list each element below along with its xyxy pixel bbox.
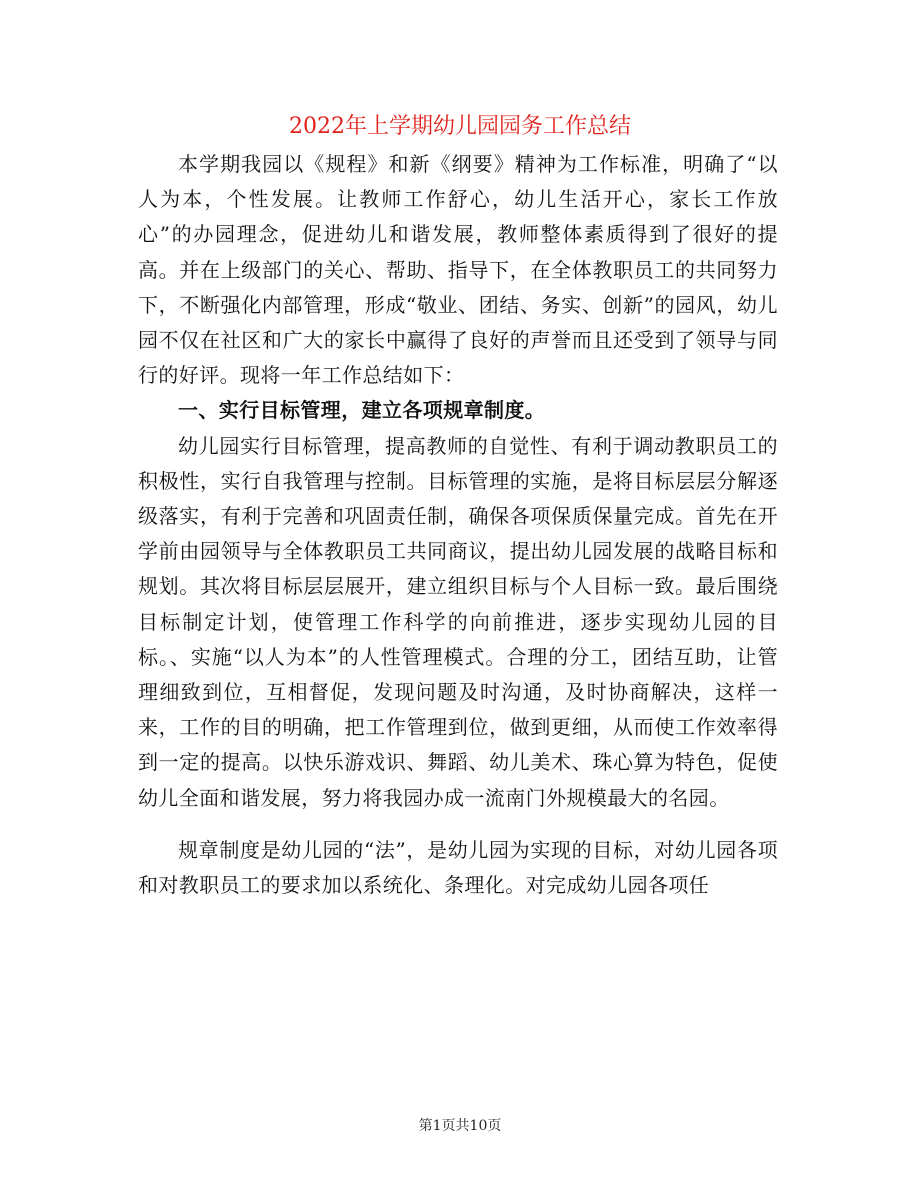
intro-paragraph: 本学期我园以《规程》和新《纲要》精神为工作标准，明确了“以人为本，个性发展。让教师工作舒心，幼儿生活开心，家长工作放心”的办园理念，促进幼儿和谐发展，教师整体素质得到了很好的提高。并在上级部门的关心、帮助、指导下，在全体教职员工的共同努力下，不断强化内部管理，形成“敬业、团结、务实、创新”的园风，幼儿园不仅在社区和广大的家长中赢得了良好的声誉而且还受到了领导与同行的好评。现将一年工作总结如下： [138, 152, 778, 388]
document-body [138, 147, 778, 903]
section-paragraph-2: 规章制度是幼儿园的“法”，是幼儿园为实现的目标，对幼儿园各项和对教职员工的要求加以系统化、条理化。对完成幼儿园各项任 [138, 837, 778, 898]
section-heading-1: 一、实行目标管理，建立各项规章制度。 [178, 398, 546, 423]
page-number: 第1页共10页 [418, 1118, 502, 1134]
document-title: 2022年上学期幼儿园园务工作总结 [289, 114, 631, 139]
section-paragraph-1: 幼儿园实行目标管理，提高教师的自觉性、有利于调动教职员工的积极性，实行自我管理与控制。目标管理的实施，是将目标层层分解逐级落实，有利于完善和巩固责任制，确保各项保质保量完成。首先在开学前由园领导与全体教职员工共同商议，提出幼儿园发展的战略目标和规划。其次将目标层层展开，建立组织目标与个人目标一致。最后围绕目标制定计划，使管理工作科学的向前推进，逐步实现幼儿园的目标。、实施“以人为本”的人性管理模式。合理的分工，团结互助，让管理细致到位，互相督促，发现问题及时沟通，及时协商解决，这样一来，工作的目的明确，把工作管理到位，做到更细，从而使工作效率得到一定的提高。以快乐游戏识、舞蹈、幼儿美术、珠心算为特色，促使幼儿全面和谐发展，努力将我园办成一流南门外规模最大的名园。 [138, 433, 778, 810]
